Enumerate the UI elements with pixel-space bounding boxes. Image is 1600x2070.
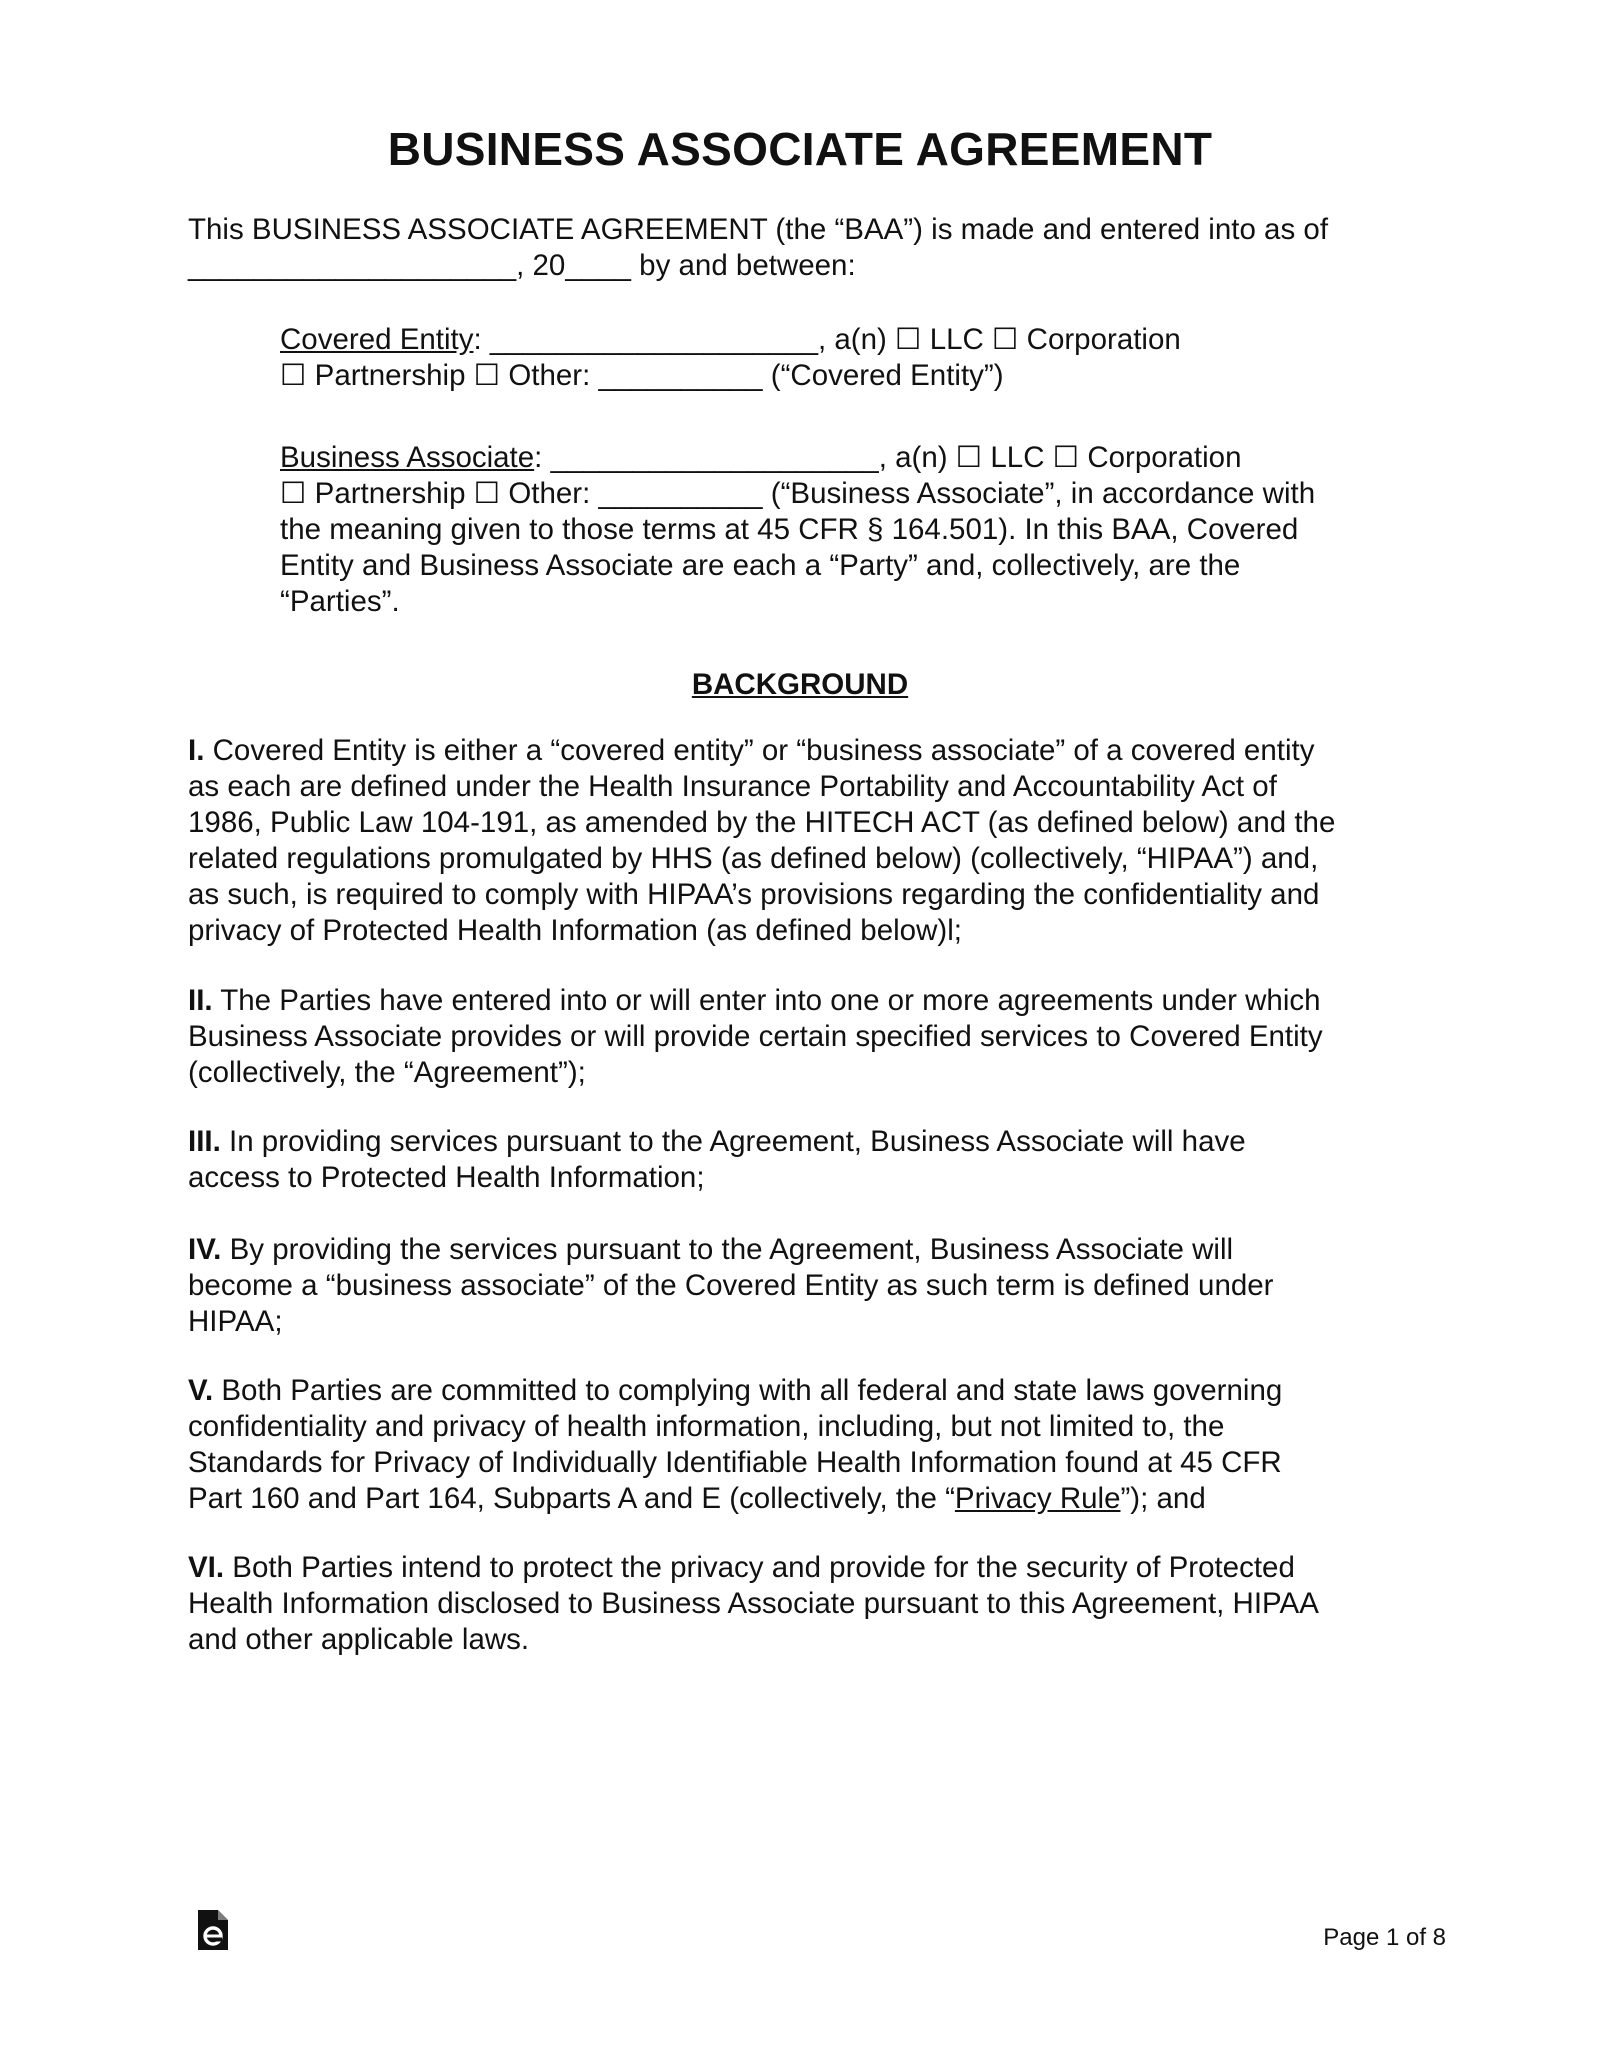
background-item-5 [188, 1373, 1428, 1517]
background-item-4 [188, 1232, 1428, 1340]
eforms-logo-icon [196, 1908, 230, 1952]
background-item-2 [188, 983, 1428, 1091]
business-associate-line-1 [280, 440, 1430, 476]
page-number: Page 1 of 8 [1323, 1924, 1446, 1951]
business-associate-line-2: ☐ Partnership ☐ Other: __________ (“Business Associate”, in accordance with [280, 477, 1316, 510]
background-item-1-line-1: I. Covered Entity is either a “covered entity” or “business associate” of a covered entity [188, 734, 1315, 767]
background-item-2-line-3: (collectively, the “Agreement”); [188, 1056, 586, 1089]
intro-line-1: This BUSINESS ASSOCIATE AGREEMENT (the “BAA”) is made and entered into as of [188, 213, 1329, 246]
business-associate-line-3: the meaning given to those terms at 45 CFR § 164.501). In this BAA, Covered [280, 513, 1299, 546]
background-item-1 [188, 733, 1428, 949]
background-heading: BACKGROUND [691, 668, 909, 701]
background-item-6-number: VI. [188, 1551, 225, 1584]
covered-entity-line-1 [280, 322, 1430, 358]
background-item-5-number: V. [188, 1374, 214, 1407]
background-item-1-line-2: as each are defined under the Health Insurance Portability and Accountability Act of [188, 770, 1277, 803]
background-item-4-line-1: IV. By providing the services pursuant to the Agreement, Business Associate will [188, 1233, 1234, 1266]
background-item-2-line-2: Business Associate provides or will provide certain specified services to Covered Entity [188, 1020, 1323, 1053]
background-item-4-line-3: HIPAA; [188, 1305, 283, 1338]
covered-entity-label: Covered Entity [280, 323, 474, 356]
background-item-5-line-1: V. Both Parties are committed to complying with all federal and state laws governing [188, 1374, 1283, 1407]
business-associate-line-4: Entity and Business Associate are each a “Party” and, collectively, are the [280, 549, 1241, 582]
background-item-2-line-1: II. The Parties have entered into or will enter into one or more agreements under which [188, 984, 1321, 1017]
covered-entity-line-2: ☐ Partnership ☐ Other: __________ (“Covered Entity”) [280, 359, 1004, 392]
intro-line-2: ____________________, 20____ by and between: [188, 249, 856, 282]
background-item-3-line-2: access to Protected Health Information; [188, 1161, 705, 1194]
background-item-1-number: I. [188, 734, 205, 767]
background-item-1-line-4: related regulations promulgated by HHS (as defined below) (collectively, “HIPAA”) and, [188, 842, 1319, 875]
business-associate-line-1-rest: : ____________________, a(n) ☐ LLC ☐ Corporation [534, 441, 1242, 474]
background-item-1-line-3: 1986, Public Law 104-191, as amended by the HITECH ACT (as defined below) and the [188, 806, 1336, 839]
background-item-3 [188, 1124, 1428, 1196]
covered-entity-block [280, 322, 1430, 394]
business-associate-block [280, 440, 1430, 620]
background-item-1-line-6: privacy of Protected Health Information (as defined below)l; [188, 914, 962, 947]
business-associate-line-5: “Parties”. [280, 585, 400, 618]
background-item-6-line-2: Health Information disclosed to Business Associate pursuant to this Agreement, HIPAA [188, 1587, 1319, 1620]
background-item-5-line-2: confidentiality and privacy of health information, including, but not limited to, the [188, 1410, 1225, 1443]
background-item-6-line-3: and other applicable laws. [188, 1623, 530, 1656]
background-item-3-number: III. [188, 1125, 221, 1158]
background-item-3-line-1: III. In providing services pursuant to the Agreement, Business Associate will have [188, 1125, 1246, 1158]
document-title: BUSINESS ASSOCIATE AGREEMENT [387, 123, 1213, 175]
background-item-2-number: II. [188, 984, 213, 1017]
privacy-rule-term: Privacy Rule [954, 1482, 1121, 1515]
covered-entity-line-1-rest: : ____________________, a(n) ☐ LLC ☐ Corporation [473, 323, 1181, 356]
background-item-1-line-5: as such, is required to comply with HIPAA’s provisions regarding the confidentiality and [188, 878, 1320, 911]
background-item-4-line-2: become a “business associate” of the Covered Entity as such term is defined under [188, 1269, 1274, 1302]
business-associate-label: Business Associate [280, 441, 535, 474]
background-item-5-line-4: Part 160 and Part 164, Subparts A and E (collectively, the “Privacy Rule”); and [188, 1482, 1206, 1515]
intro-paragraph [188, 212, 1428, 284]
background-item-6 [188, 1550, 1428, 1658]
background-item-4-number: IV. [188, 1233, 222, 1266]
background-item-6-line-1: VI. Both Parties intend to protect the privacy and provide for the security of Protected [188, 1551, 1295, 1584]
background-item-5-line-3: Standards for Privacy of Individually Identifiable Health Information found at 45 CFR [188, 1446, 1282, 1479]
